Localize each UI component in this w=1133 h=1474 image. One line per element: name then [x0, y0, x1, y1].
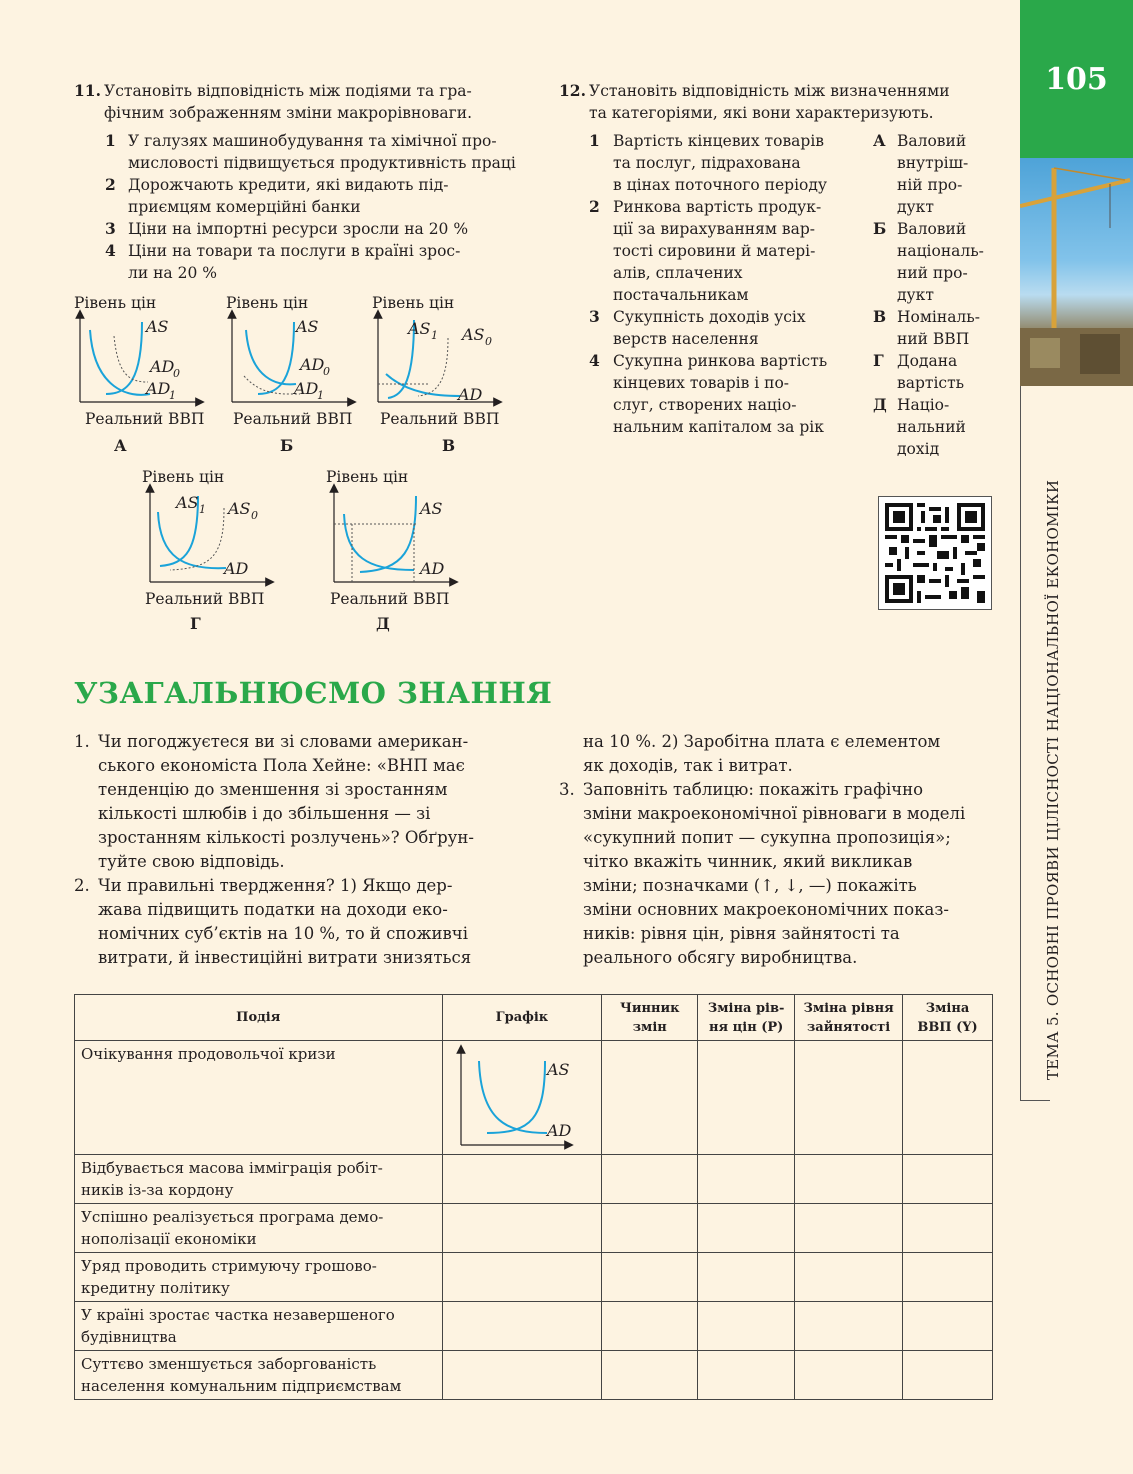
graph-cell	[442, 1041, 602, 1155]
task12-answer-text: ній про-	[897, 176, 963, 194]
question3-text: Заповніть таблицю: покажіть графічно	[583, 780, 924, 799]
task12-item-text: кінцевих товарів і по-	[613, 374, 790, 392]
graph-d-letter: Г	[190, 614, 201, 633]
price-change-cell[interactable]	[698, 1041, 795, 1155]
table-graph	[443, 1041, 601, 1153]
graph-c-as1-sub: 1	[431, 329, 438, 342]
question1-text: зростанням кількості розлучень»? Обґрун-	[98, 828, 474, 847]
header-price-change: Зміна рів- ня цін (P)	[698, 995, 795, 1041]
graph-a-ad1-sub: 1	[169, 389, 176, 402]
gdp-change-cell[interactable]	[903, 1041, 993, 1155]
header-factor: Чинник змін	[602, 995, 698, 1041]
task11-item-text: приємцям комерційні банки	[128, 198, 361, 216]
task12-item-text: Сукупність доходів усіх	[613, 308, 806, 326]
graph-c-xlabel: Реальний ВВП	[380, 410, 500, 428]
table-row	[75, 1302, 993, 1351]
graph-e-ad-label: AD	[420, 559, 445, 578]
table-graph-as-label: AS	[546, 1060, 570, 1079]
task11-item-number: 2	[105, 175, 116, 194]
question1-text: ського економіста Пола Хейне: «ВНП має	[98, 756, 465, 775]
task12-answer-text: дохід	[897, 440, 940, 458]
graph-a-ad0-label: AD	[150, 357, 175, 376]
event-cell: Успішно реалізується програма демо- нополізації економіки	[75, 1204, 443, 1253]
graph-b-xlabel: Реальний ВВП	[233, 410, 353, 428]
table-row	[75, 1351, 993, 1400]
task12-item-number: 3	[589, 307, 600, 326]
factor-cell[interactable]	[602, 1204, 698, 1253]
factor-cell[interactable]	[602, 1253, 698, 1302]
task12-item-text: ції за вирахуванням вар-	[613, 220, 816, 238]
table-row	[75, 1041, 993, 1155]
task11-item-number: 1	[105, 131, 116, 150]
question2-text: витрати, й інвестиційні витрати знизяться	[98, 948, 472, 967]
graph-c-ylabel: Рівень цін	[372, 294, 455, 312]
task12-answer-text: національ-	[897, 242, 984, 260]
task12-answer-text: ний про-	[897, 264, 968, 282]
task12-answer-text: вартість	[897, 374, 965, 392]
gdp-change-cell[interactable]	[903, 1155, 993, 1204]
macro-equilibrium-table	[74, 994, 993, 1400]
question1-text: кількості шлюбів і до збільшення — зі	[98, 804, 431, 823]
task11-item-text: ли на 20 %	[128, 264, 217, 282]
task11-item-number: 4	[105, 241, 116, 260]
graph-a-ylabel: Рівень цін	[74, 294, 157, 312]
gdp-change-cell[interactable]	[903, 1302, 993, 1351]
task12-item-number: 2	[589, 197, 600, 216]
task12-item-text: слуг, створених націо-	[613, 396, 797, 414]
graph-d-as1-sub: 1	[199, 503, 206, 516]
qr-code[interactable]	[878, 496, 992, 610]
graph-b-ad1-sub: 1	[317, 389, 324, 402]
graph-a-ad0-sub: 0	[173, 367, 180, 380]
graph-d-as0-label: AS	[228, 499, 251, 518]
task12-item-text: тості сировини й матері-	[613, 242, 816, 260]
graph-d-xlabel: Реальний ВВП	[145, 590, 265, 608]
chapter-title: ТЕМА 5. ОСНОВНІ ПРОЯВИ ЦІЛІСНОСТІ НАЦІОНАЛЬНОЇ ЕКОНОМІКИ	[1044, 479, 1062, 1080]
employment-change-cell[interactable]	[795, 1041, 903, 1155]
event-cell: У країні зростає частка незавершеного будівництва	[75, 1302, 443, 1351]
task12-line: та категоріями, які вони характеризують.	[589, 104, 934, 122]
graph-b-ad0-sub: 0	[323, 365, 330, 378]
task11-item-text: Дорожчають кредити, які видають під-	[128, 176, 449, 194]
event-cell: Уряд проводить стримуючу грошово- кредитну політику	[75, 1253, 443, 1302]
graph-b-as-label: AS	[296, 317, 319, 336]
table-row	[75, 1204, 993, 1253]
question2-text: номічних суб’єктів на 10 %, то й споживчі	[98, 924, 468, 943]
question1-text: туйте свою відповідь.	[98, 852, 285, 871]
task11-item-number: 3	[105, 219, 116, 238]
graph-a-letter: А	[114, 436, 127, 455]
question3-text: зміни макроекономічної рівноваги в моделі	[583, 804, 966, 823]
task12-answer-text: Націо-	[897, 396, 950, 414]
question2-number: 2.	[74, 876, 90, 895]
graph-d-ylabel: Рівень цін	[142, 468, 225, 486]
price-change-cell[interactable]	[698, 1302, 795, 1351]
task12-line: Установіть відповідність між визначеннями	[589, 82, 950, 100]
graph-cell[interactable]	[442, 1155, 602, 1204]
graph-b-ad1-label: AD	[294, 379, 319, 398]
graph-a	[70, 310, 220, 410]
task12-answer-text: внутріш-	[897, 154, 969, 172]
section-heading: УЗАГАЛЬНЮЄМО ЗНАННЯ	[74, 676, 553, 710]
graph-cell[interactable]	[442, 1302, 602, 1351]
question1-text: Чи погоджуєтеся ви зі словами американ-	[98, 732, 469, 751]
header-employment-change: Зміна рівня зайнятості	[795, 995, 903, 1041]
task12-answer-letter: Г	[873, 351, 884, 370]
task12-item-text: алів, сплачених	[613, 264, 743, 282]
gdp-change-cell[interactable]	[903, 1253, 993, 1302]
question2-text-continued: як доходів, так і витрат.	[583, 756, 793, 775]
graph-d-ad-label: AD	[224, 559, 249, 578]
task12-answer-text: Валовий	[897, 132, 967, 150]
employment-change-cell[interactable]	[795, 1302, 903, 1351]
construction-crane-photo	[1020, 158, 1133, 386]
task12-answer-letter: В	[873, 307, 887, 326]
factor-cell[interactable]	[602, 1041, 698, 1155]
sidebar-rule-end	[1020, 1100, 1050, 1101]
graph-e-letter: Д	[376, 614, 390, 633]
price-change-cell[interactable]	[698, 1351, 795, 1400]
graph-a-ad1-label: AD	[146, 379, 171, 398]
task12-item-text: нальним капіталом за рік	[613, 418, 824, 436]
graph-c-as0-label: AS	[462, 325, 485, 344]
price-change-cell[interactable]	[698, 1155, 795, 1204]
task12-item-text: Ринкова вартість продук-	[613, 198, 822, 216]
question3-text: «сукупний попит — сукупна пропозиція»;	[583, 828, 951, 847]
question3-text: зміни; позначками (↑, ↓, —) покажіть	[583, 876, 917, 895]
task11-line: фічним зображенням зміни макрорівноваги.	[104, 104, 473, 122]
gdp-change-cell[interactable]	[903, 1351, 993, 1400]
task12-item-text: верств населення	[613, 330, 759, 348]
task11-item-text: У галузях машинобудування та хімічної про-	[128, 132, 497, 150]
graph-d	[140, 484, 290, 588]
table-row	[75, 1155, 993, 1204]
employment-change-cell[interactable]	[795, 1155, 903, 1204]
graph-cell[interactable]	[442, 1204, 602, 1253]
graph-c-as0-sub: 0	[485, 335, 492, 348]
task12-item-number: 1	[589, 131, 600, 150]
task11-number: 11.	[74, 81, 101, 100]
page-number: 105	[1045, 62, 1108, 97]
graph-a-xlabel: Реальний ВВП	[85, 410, 205, 428]
factor-cell[interactable]	[602, 1302, 698, 1351]
price-change-cell[interactable]	[698, 1204, 795, 1253]
graph-e-ylabel: Рівень цін	[326, 468, 409, 486]
price-change-cell[interactable]	[698, 1253, 795, 1302]
task12-item-number: 4	[589, 351, 600, 370]
task12-answer-text: дукт	[897, 198, 934, 216]
question2-text-continued: на 10 %. 2) Заробітна плата є елементом	[583, 732, 941, 751]
table-graph-ad-label: AD	[546, 1121, 571, 1140]
sidebar-rule	[1020, 386, 1021, 1101]
graph-d-as1-label: AS	[176, 493, 199, 512]
question3-text: чітко вкажіть чинник, який викликав	[583, 852, 913, 871]
factor-cell[interactable]	[602, 1155, 698, 1204]
graph-b-ylabel: Рівень цін	[226, 294, 309, 312]
header-gdp-change: Зміна ВВП (Y)	[903, 995, 993, 1041]
graph-c-ad-label: AD	[458, 385, 483, 404]
employment-change-cell[interactable]	[795, 1253, 903, 1302]
graph-cell[interactable]	[442, 1351, 602, 1400]
task12-item-text: Сукупна ринкова вартість	[613, 352, 828, 370]
task12-number: 12.	[559, 81, 586, 100]
task12-answer-letter: Б	[873, 219, 887, 238]
question3-number: 3.	[559, 780, 575, 799]
task11-line: Установіть відповідність між подіями та гра-	[104, 82, 472, 100]
task12-item-text: Вартість кінцевих товарів	[613, 132, 825, 150]
gdp-change-cell[interactable]	[903, 1204, 993, 1253]
question2-text: жава підвищить податки на доходи еко-	[98, 900, 448, 919]
question3-text: зміни основних макроекономічних показ-	[583, 900, 949, 919]
task12-answer-letter: Д	[873, 395, 887, 414]
header-event: Подія	[75, 995, 443, 1041]
task12-answer-text: ний ВВП	[897, 330, 970, 348]
event-cell: Відбувається масова імміграція робіт- ників із-за кордону	[75, 1155, 443, 1204]
event-cell: Очікування продовольчої кризи	[75, 1041, 443, 1155]
header-graph: Графік	[442, 995, 602, 1041]
task12-answer-text: Номіналь-	[897, 308, 980, 326]
task11-item-text: мисловості підвищується продуктивність праці	[128, 154, 516, 172]
question1-number: 1.	[74, 732, 90, 751]
task12-answer-text: дукт	[897, 286, 934, 304]
task12-answer-text: Валовий	[897, 220, 967, 238]
graph-cell[interactable]	[442, 1253, 602, 1302]
graph-c-as1-label: AS	[408, 319, 431, 338]
graph-e	[324, 484, 474, 588]
question3-text: реального обсягу виробництва.	[583, 948, 858, 967]
task12-item-text: постачальникам	[613, 286, 749, 304]
graph-c	[368, 310, 518, 410]
graph-b	[222, 310, 372, 410]
graph-e-as-label: AS	[420, 499, 443, 518]
question1-text: тенденцію до зменшення зі зростанням	[98, 780, 448, 799]
employment-change-cell[interactable]	[795, 1204, 903, 1253]
question2-text: Чи правильні твердження? 1) Якщо дер-	[98, 876, 453, 895]
task12-answer-text: Додана	[897, 352, 958, 370]
graph-e-xlabel: Реальний ВВП	[330, 590, 450, 608]
graph-b-ad0-label: AD	[300, 355, 325, 374]
task12-item-text: та послуг, підрахована	[613, 154, 801, 172]
event-cell: Суттєво зменшується заборгованість населення комунальним підприємствам	[75, 1351, 443, 1400]
graph-b-letter: Б	[280, 436, 294, 455]
task11-item-text: Ціни на товари та послуги в країні зрос-	[128, 242, 461, 260]
table-header-row	[75, 995, 993, 1041]
graph-d-as0-sub: 0	[251, 509, 258, 522]
graph-c-letter: В	[442, 436, 456, 455]
task11-item-text: Ціни на імпортні ресурси зросли на 20 %	[128, 220, 469, 238]
task12-answer-text: нальний	[897, 418, 966, 436]
graph-a-as-label: AS	[146, 317, 169, 336]
factor-cell[interactable]	[602, 1351, 698, 1400]
employment-change-cell[interactable]	[795, 1351, 903, 1400]
question3-text: ників: рівня цін, рівня зайнятості та	[583, 924, 900, 943]
task12-answer-letter: А	[873, 131, 886, 150]
table-row	[75, 1253, 993, 1302]
task12-item-text: в цінах поточного періоду	[613, 176, 828, 194]
